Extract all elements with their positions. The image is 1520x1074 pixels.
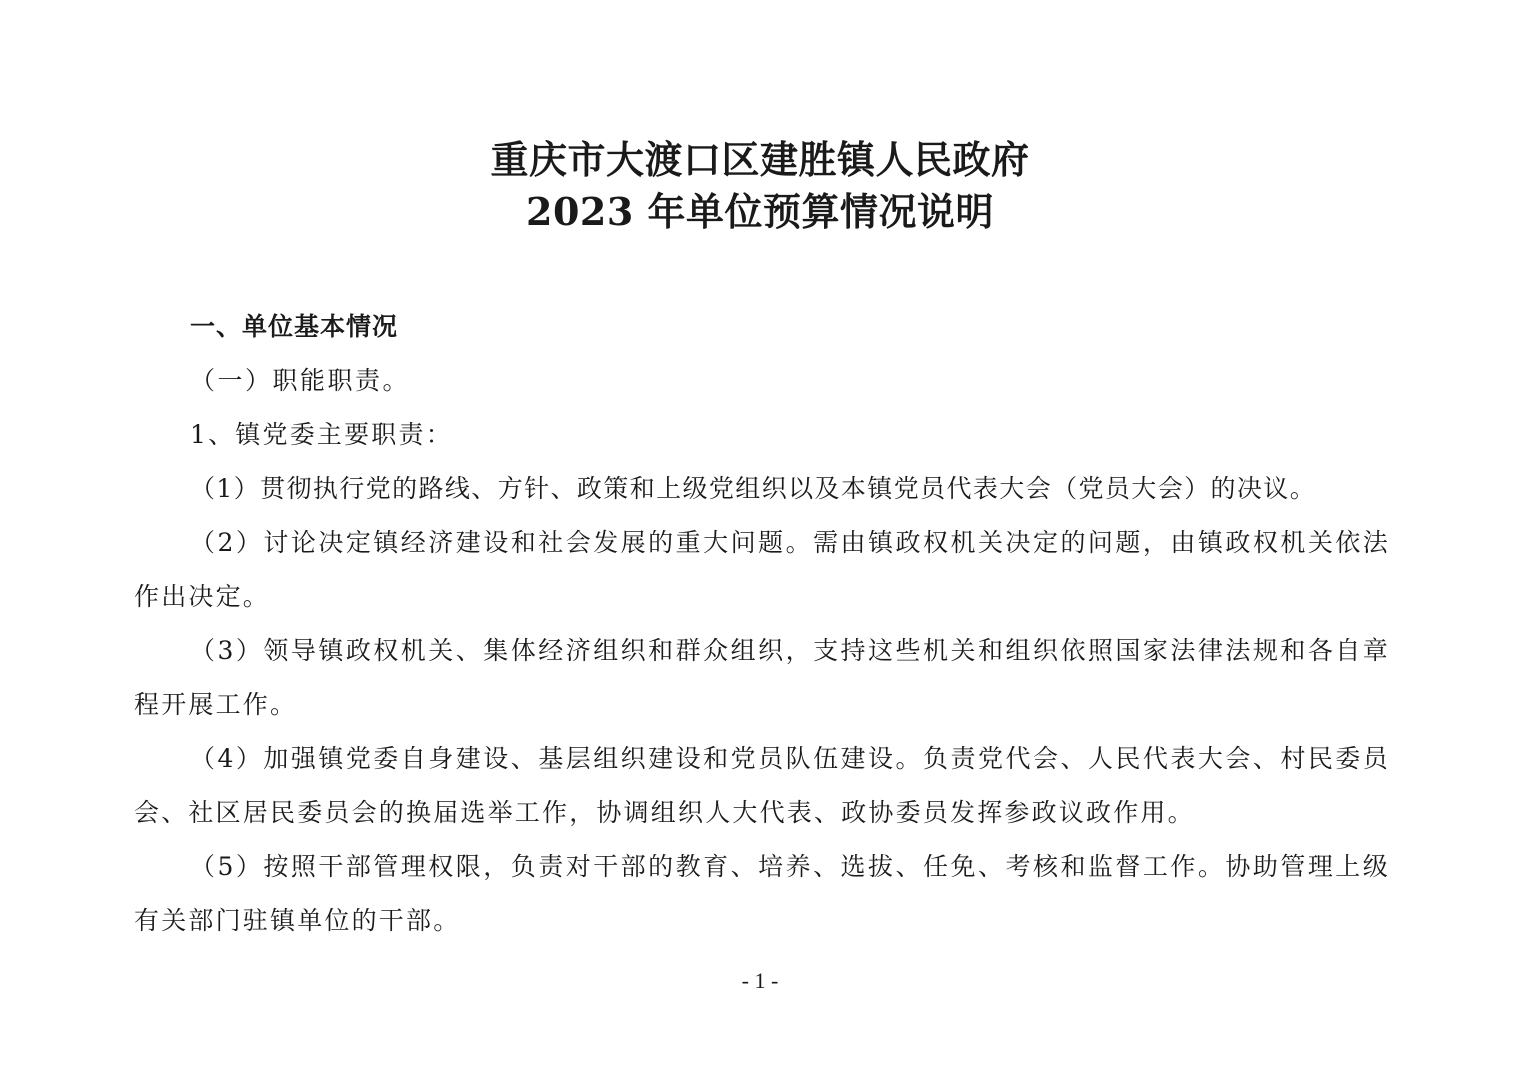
document-body — [134, 300, 1390, 948]
paragraph-5: （5）按照干部管理权限，负责对干部的教育、培养、选拔、任免、考核和监督工作。协助管理上级有关部门驻镇单位的干部。 — [134, 852, 1390, 935]
paragraph-4: （4）加强镇党委自身建设、基层组织建设和党员队伍建设。负责党代会、人民代表大会、村民委员会、社区居民委员会的换届选举工作，协调组织人大代表、政协委员发挥参政议政作用。 — [134, 744, 1390, 827]
paragraph-3: （3）领导镇政权机关、集体经济组织和群众组织，支持这些机关和组织依照国家法律法规和各自章程开展工作。 — [134, 636, 1390, 719]
document-title-line-1: 重庆市大渡口区建胜镇人民政府 — [490, 137, 1030, 182]
item-heading: 1、镇党委主要职责： — [190, 420, 453, 449]
page-number: - 1 - — [741, 968, 779, 993]
section-heading: 一、单位基本情况 — [190, 312, 399, 341]
paragraph-1: （1）贯彻执行党的路线、方针、政策和上级党组织以及本镇党员代表大会（党员大会）的决议。 — [190, 474, 1317, 503]
paragraph-2: （2）讨论决定镇经济建设和社会发展的重大问题。需由镇政权机关决定的问题，由镇政权机关依法作出决定。 — [134, 528, 1390, 611]
subsection-heading: （一）职能职责。 — [190, 366, 411, 395]
document-title-line-2: 2023 年单位预算情况说明 — [526, 189, 994, 234]
